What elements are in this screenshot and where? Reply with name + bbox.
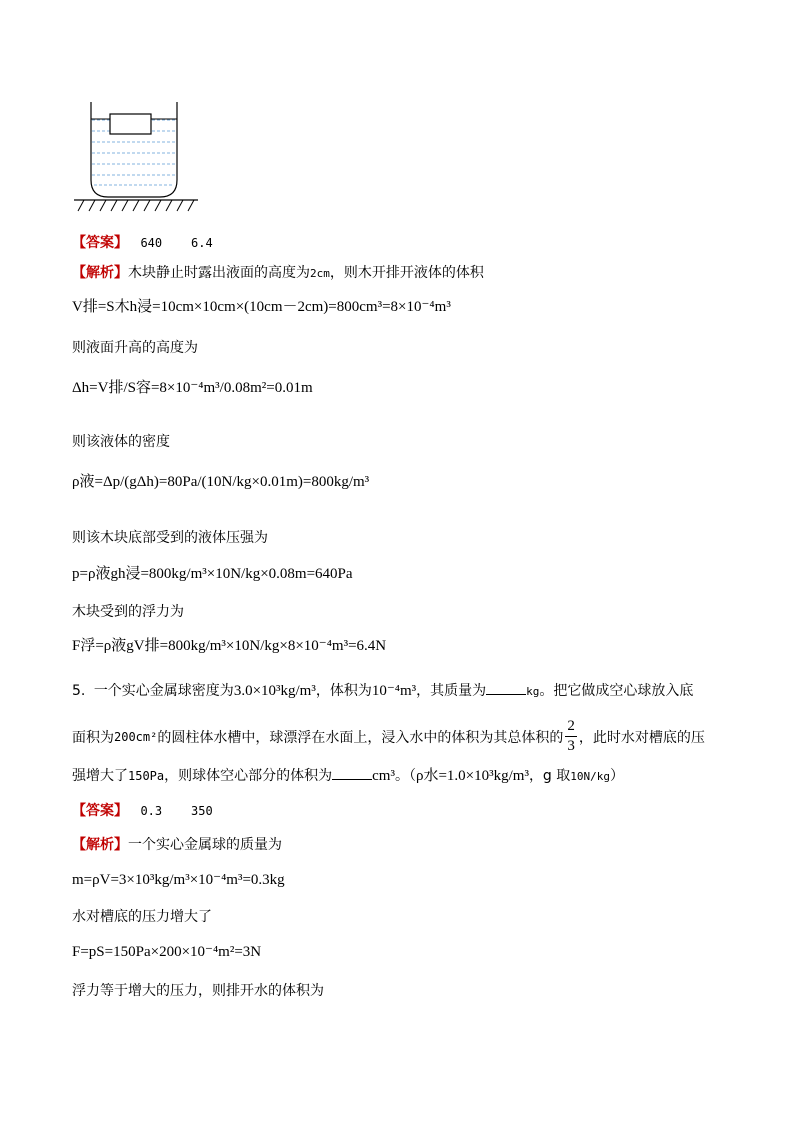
analysis-value: 2cm (310, 267, 330, 280)
fraction-numerator: 2 (565, 718, 577, 737)
q5-text: ，体积为 (315, 683, 372, 699)
equation-text: Δh=V排/S容=8×10⁻⁴m³/0.08m²=0.01m (72, 380, 313, 396)
q5-step-3: 浮力等于增大的压力，则排开水的体积为 (72, 983, 324, 999)
q5-text: ） (610, 768, 625, 784)
question-number: 5. (72, 683, 86, 699)
pressure-value: 150Pa (128, 769, 165, 783)
q5-text: 。（ (394, 768, 416, 784)
density-value: 3.0×10³kg/m³ (233, 683, 316, 699)
q4-equation-2 (72, 368, 313, 408)
volume-value: 10⁻⁴m³ (371, 683, 417, 699)
unit-cm3: cm³ (372, 768, 395, 784)
q5-equation-1: m=ρV=3×10³kg/m³×10⁻⁴m³=0.3kg (72, 872, 285, 888)
answer-values: 640 6.4 (140, 236, 213, 250)
area-value: 200cm² (114, 729, 158, 744)
equation-text: ρ液=Δp/(gΔh)=80Pa/(10N/kg×0.01m)=800kg/m³ (72, 474, 370, 490)
q4-equation-1: V排=S木h浸=10cm×10cm×(10cm－2cm)=800cm³=8×10⁻⁴m³ (72, 299, 451, 315)
answer-blank-1[interactable] (486, 682, 526, 695)
q4-step-5: 木块受到的浮力为 (72, 604, 184, 620)
analysis-text-tail: ，则木开排开液体的体积 (329, 265, 484, 281)
container-diagram (70, 98, 202, 214)
q5-text: 面积为 (72, 729, 114, 746)
q4-equation-4: p=ρ液gh浸=800kg/m³×10N/kg×0.08m=640Pa (72, 566, 353, 582)
q5-analysis (72, 834, 282, 854)
q5-text: ，此时水对槽底的压 (578, 729, 705, 746)
analysis-text: 一个实心金属球的质量为 (128, 837, 282, 853)
answer-tag: 【答案】 (72, 235, 128, 251)
q5-line-3 (72, 764, 624, 785)
analysis-tag: 【解析】 (72, 837, 128, 853)
water-density: ρ水=1.0×10³kg/m³ (415, 768, 529, 784)
q5-text: 一个实心金属球密度为 (93, 683, 234, 699)
q5-line-2 (72, 718, 705, 755)
unit-kg: kg (526, 685, 540, 698)
q5-text: 强增大了 (72, 768, 128, 784)
answer-blank-2[interactable] (332, 767, 372, 780)
q4-answer (72, 232, 213, 252)
analysis-text: 木块静止时露出液面的高度为 (128, 265, 310, 281)
wood-block (110, 114, 151, 134)
q5-text: ，g 取 (528, 768, 571, 784)
q5-step-2: 水对槽底的压力增大了 (72, 909, 212, 925)
q5-text: ，其质量为 (416, 683, 487, 699)
fraction-two-thirds (565, 718, 577, 755)
fraction-denominator: 3 (567, 738, 575, 754)
q5-text: 的圆柱体水槽中，球漂浮在水面上，浸入水中的体积为其总体积的 (157, 729, 564, 746)
answer-tag: 【答案】 (72, 803, 128, 819)
q4-equation-5: F浮=ρ液gV排=800kg/m³×10N/kg×8×10⁻⁴m³=6.4N (72, 638, 387, 654)
q4-step-2: 则液面升高的高度为 (72, 340, 198, 356)
q5-answer (72, 800, 213, 820)
q5-text: 。把它做成空心球放入底 (539, 683, 694, 699)
answer-values: 0.3 350 (140, 804, 213, 818)
q4-analysis (72, 262, 484, 282)
q4-equation-3 (72, 462, 369, 502)
q4-step-3: 则该液体的密度 (72, 434, 170, 450)
q5-line-1 (72, 680, 693, 700)
q5-text: ，则球体空心部分的体积为 (164, 768, 333, 784)
q4-step-4: 则该木块底部受到的液体压强为 (72, 530, 268, 546)
q5-equation-2: F=pS=150Pa×200×10⁻⁴m²=3N (72, 944, 262, 960)
g-value: 10N/kg (570, 770, 611, 783)
analysis-tag: 【解析】 (72, 265, 128, 281)
